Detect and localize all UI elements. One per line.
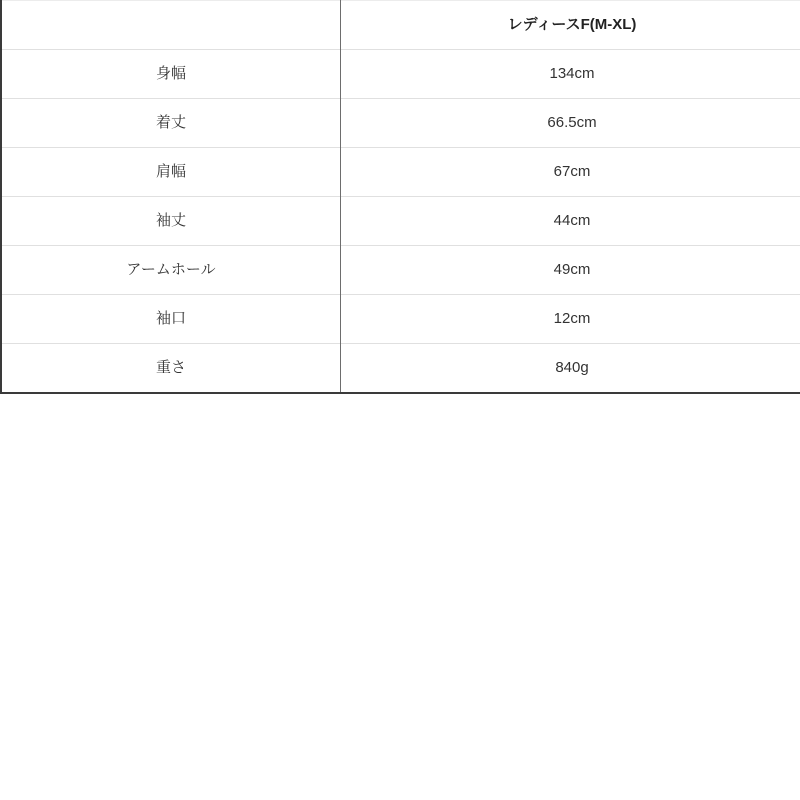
size-chart-table [0, 0, 800, 394]
header-cell-size: レディースF(M-XL) [341, 1, 800, 50]
header-cell-empty [1, 1, 341, 50]
row-value: 66.5cm [341, 99, 800, 148]
table-row-length [1, 99, 800, 148]
row-label: 重さ [1, 344, 341, 393]
table-row-weight [1, 344, 800, 393]
row-value: 44cm [341, 197, 800, 246]
table-row-cuff [1, 295, 800, 344]
table-row-sleeve-length [1, 197, 800, 246]
size-chart-body [1, 50, 800, 393]
row-label: 身幅 [1, 50, 341, 99]
row-value: 67cm [341, 148, 800, 197]
row-label: 袖口 [1, 295, 341, 344]
row-label: 着丈 [1, 99, 341, 148]
row-value: 12cm [341, 295, 800, 344]
row-value: 840g [341, 344, 800, 393]
table-row-armhole [1, 246, 800, 295]
row-value: 49cm [341, 246, 800, 295]
header-row [1, 1, 800, 50]
row-label: アームホール [1, 246, 341, 295]
table-row-shoulder-width [1, 148, 800, 197]
row-value: 134cm [341, 50, 800, 99]
size-chart-header [1, 1, 800, 50]
row-label: 袖丈 [1, 197, 341, 246]
table-row-body-width [1, 50, 800, 99]
row-label: 肩幅 [1, 148, 341, 197]
